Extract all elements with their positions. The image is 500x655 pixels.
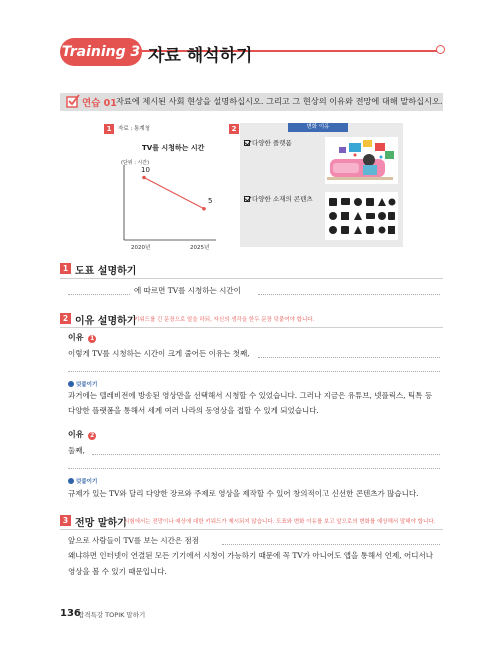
reason-number: 2: [90, 432, 95, 439]
section3-line2: 왜냐하면 인터넷이 연결된 모든 기기에서 시청이 가능하기 때문에 꼭 TV가 아니어도 앱을 통해서 언제, 어디서나: [68, 551, 433, 560]
section1-rule: [60, 278, 443, 279]
figure2-number: 2: [229, 124, 239, 134]
section3-rule: [60, 529, 443, 530]
hint1-line1: 과거에는 텔레비전에 방송된 영상만을 선택해서 시청할 수 있었습니다. 그러나 지금은 유튜브, 넷플릭스, 틱톡 등: [68, 391, 433, 400]
section2-rule: [60, 327, 443, 328]
data-point: [202, 207, 206, 211]
reason-label: 이유: [68, 333, 84, 342]
answer-blank[interactable]: [68, 294, 130, 295]
reason-number: 1: [90, 335, 95, 342]
reason1-heading: [68, 332, 96, 343]
answer-blank[interactable]: [258, 294, 440, 295]
reason-label: 이유: [68, 430, 84, 439]
book-title: 합격특강 TOPIK 말하기: [78, 611, 146, 619]
figure1-source: 자료 : 통계청: [118, 126, 150, 132]
chart-unit: (단위 : 시간): [121, 160, 150, 166]
data-label: 10: [141, 165, 150, 174]
x-tick-label: 2025년: [190, 245, 210, 251]
series-line: [144, 178, 204, 209]
hint-label: 덧붙이기: [76, 479, 98, 485]
section3-title: 전망 말하기: [75, 518, 127, 529]
page-title: 자료 해석하기: [148, 46, 253, 66]
section3-number: 3: [60, 515, 71, 526]
section1-number: 1: [60, 263, 71, 274]
figure1-number: 1: [104, 124, 114, 134]
answer-blank[interactable]: [92, 454, 440, 455]
section2-note: 키워드를 긴 문장으로 말을 하되, 자신의 생각을 한두 문장 덧붙여야 합니다.: [134, 317, 315, 323]
checkbox-icon: [244, 140, 250, 146]
exercise-label: 연습 01: [82, 98, 117, 109]
reason-item-label: 다양한 플랫폼: [252, 139, 292, 147]
reason-item: [244, 138, 292, 147]
checkbox-icon: [244, 196, 250, 202]
checkbox-icon: [66, 94, 80, 108]
header-rule-end-dot: [436, 45, 445, 54]
section3-note: 시험에서는 전망이나 예상에 대한 키워드가 제시되지 않습니다. 도표와 변화 이유를 보고 앞으로의 변화를 예상해서 말해야 합니다.: [124, 519, 436, 525]
answer-blank[interactable]: [222, 544, 440, 545]
page-number: 136: [60, 608, 81, 619]
section2-number: 2: [60, 313, 71, 324]
answer-line[interactable]: [68, 371, 440, 372]
section1-sentence: 에 따르면 TV를 시청하는 시간이: [134, 286, 241, 295]
section3-line3: 영상을 볼 수 있기 때문입니다.: [68, 567, 167, 576]
training-label: Training 3: [60, 38, 142, 66]
hint-icon: [68, 478, 74, 484]
reason2-sentence: 둘째,: [68, 446, 85, 455]
hint1: [68, 380, 97, 388]
section1-title: 도표 설명하기: [75, 266, 137, 277]
line-chart: [118, 165, 218, 245]
reason-item-label: 다양한 소재의 콘텐츠: [252, 195, 313, 203]
hint1-line2: 다양한 플랫폼을 통해서 세계 여러 나라의 동영상을 접할 수 있게 되었습니다.: [68, 406, 319, 415]
answer-line[interactable]: [68, 468, 440, 469]
exercise-instruction: 자료에 제시된 사회 현상을 설명하십시오. 그리고 그 현상의 이유와 전망에 대해 말하십시오.: [116, 96, 443, 106]
data-label: 5: [208, 196, 213, 205]
content-icons-illustration: [325, 192, 398, 240]
hint-icon: [68, 381, 74, 387]
hint2: [68, 477, 97, 485]
platform-illustration: [325, 137, 398, 184]
reason-panel-header: 변화 이유: [288, 123, 348, 132]
answer-blank[interactable]: [258, 357, 440, 358]
reason2-heading: [68, 429, 96, 440]
x-tick-label: 2020년: [131, 245, 151, 251]
section3-line1: 앞으로 사람들이 TV를 보는 시간은 점점: [68, 536, 200, 545]
data-point: [142, 176, 146, 180]
reason-item: [244, 194, 313, 203]
hint-label: 덧붙이기: [76, 382, 98, 388]
hint2-line: 규제가 있는 TV와 달리 다양한 장르와 주제로 영상을 제작할 수 있어 창의적이고 신선한 콘텐츠가 많습니다.: [68, 489, 419, 498]
chart-title: TV를 시청하는 시간: [142, 144, 205, 152]
section2-title: 이유 설명하기: [75, 316, 137, 327]
reason1-sentence: 이렇게 TV를 시청하는 시간이 크게 줄어든 이유는 첫째,: [68, 349, 250, 358]
